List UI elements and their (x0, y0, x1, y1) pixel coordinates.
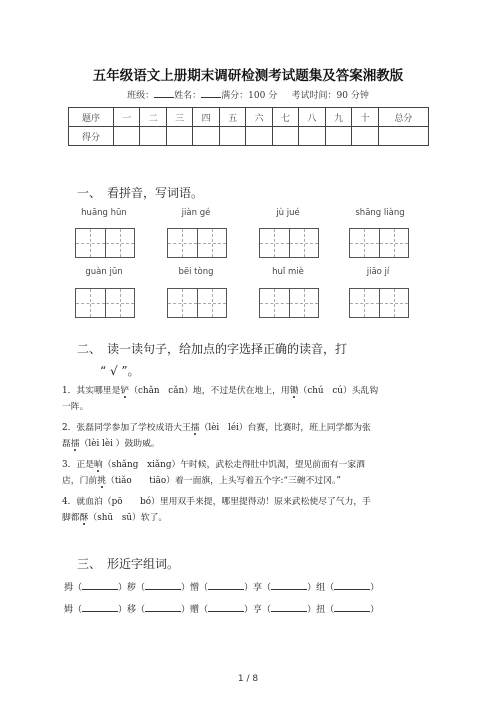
score-cell (114, 127, 140, 146)
name-blank (201, 88, 221, 98)
writing-grid (349, 288, 409, 318)
word-row-2 (64, 602, 379, 615)
section-2-title: 二、 读一读句子，给加点的字选择正确的读音，打 (77, 342, 348, 356)
q-text: 一阵。 (62, 401, 89, 412)
word-char: ）秽（ (118, 583, 146, 593)
q-text: 2．张磊同学参加了学校成语大王 (62, 423, 191, 433)
word-char: ）享（ (244, 583, 272, 593)
word-char: ）移（ (118, 605, 146, 615)
score-table (68, 107, 429, 146)
section-1-title: 一、 看拼音，写词语。 (77, 186, 204, 200)
document-title: 五年级语文上册期末调研检测考试题集及答案湘教版 (92, 68, 404, 84)
writing-grid (349, 228, 409, 258)
answer-line[interactable] (271, 580, 307, 590)
question-4 (62, 495, 442, 526)
q-text: （chú cú）头乱钩 (298, 386, 379, 396)
word-char: ）扭（ (307, 605, 335, 615)
score-header-cell: 一 (114, 108, 140, 127)
pinyin-label: jiàn gé (181, 208, 211, 218)
q-text: （shǎng xiǎng）午时候，武松走得肚中饥渴，望见前面有一家酒 (102, 460, 365, 470)
answer-line[interactable] (82, 580, 118, 590)
pinyin-label: jù jué (276, 208, 300, 218)
answer-line[interactable] (208, 580, 244, 590)
score-cell (299, 127, 325, 146)
score-cell (378, 127, 428, 146)
score-header-cell: 题序 (69, 108, 114, 127)
pinyin-label: bēi tòng (178, 267, 214, 277)
exam-time: 考试时间：90 分钟 (291, 91, 369, 101)
answer-line[interactable] (208, 602, 244, 612)
score-cell (272, 127, 298, 146)
dotted-char: 锄 (289, 386, 299, 396)
score-table-header-row (69, 108, 429, 127)
score-header-cell: 五 (219, 108, 245, 127)
section-2-title-cont: “ √ ”。 (100, 364, 140, 378)
score-table-score-row (69, 127, 429, 146)
dotted-char: 酥 (79, 512, 89, 523)
dotted-char: 铲 (120, 386, 130, 396)
pinyin-label: huāng hūn (81, 208, 127, 218)
pinyin-label: huǐ miè (272, 267, 304, 277)
word-char: 拇（ (64, 583, 83, 593)
answer-line[interactable] (334, 602, 370, 612)
writing-grid (259, 288, 319, 318)
answer-line[interactable] (271, 602, 307, 612)
section-3-title: 三、 形近字组词。 (77, 557, 180, 571)
q-text: 磊 (62, 438, 71, 449)
question-2 (62, 421, 442, 452)
exam-info-line (0, 88, 496, 101)
answer-line[interactable] (145, 580, 181, 590)
page-number: 1 / 8 (237, 674, 259, 684)
score-cell (193, 127, 219, 146)
score-cell (140, 127, 166, 146)
word-row-1 (64, 580, 379, 593)
class-label: 班级： (127, 91, 155, 101)
word-char: 姆（ (64, 605, 83, 615)
score-cell (325, 127, 351, 146)
pinyin-label: guàn jūn (85, 267, 123, 277)
score-header-cell: 八 (299, 108, 325, 127)
writing-grid (75, 288, 135, 318)
score-header-cell: 总分 (378, 108, 428, 127)
score-header-cell: 七 (272, 108, 298, 127)
score-header-cell: 四 (193, 108, 219, 127)
q-text: 3．正是 (62, 460, 94, 470)
writing-grid (167, 288, 227, 318)
score-cell (219, 127, 245, 146)
question-3 (62, 458, 442, 489)
score-cell (166, 127, 192, 146)
q-text: 4．就血泊（pō bó）里用双手来提，哪里提得动！原来武松使尽了气力，手 (62, 497, 371, 507)
question-1 (62, 384, 432, 415)
dotted-char: 擂 (190, 423, 200, 433)
score-cell (246, 127, 272, 146)
word-char: ）亨（ (244, 605, 272, 615)
q-text: （lèi léi）台赛，比赛时，班上同学都为张 (199, 423, 371, 433)
pinyin-label: jiāo jí (366, 267, 390, 277)
word-char: ）憎（ (181, 583, 209, 593)
score-row-label: 得分 (69, 127, 114, 146)
answer-line[interactable] (82, 602, 118, 612)
q-text: 脚都 (62, 512, 80, 523)
writing-grid (259, 228, 319, 258)
score-header-cell: 六 (246, 108, 272, 127)
word-char: ） (370, 605, 380, 615)
writing-grid (75, 228, 135, 258)
word-char: ）赠（ (181, 605, 209, 615)
word-char: ）组（ (307, 583, 335, 593)
score-header-cell: 三 (166, 108, 192, 127)
dotted-char: 挑 (97, 475, 107, 486)
answer-line[interactable] (145, 602, 181, 612)
q-text: （chǎn cǎn）地，不过是伏在地上，用 (129, 386, 290, 396)
dotted-char: 晌 (94, 460, 103, 470)
name-label: 姓名： (174, 91, 202, 101)
class-blank (154, 88, 174, 98)
score-header-cell: 十 (352, 108, 378, 127)
dotted-char: 擂 (70, 438, 80, 449)
q-text: 店，门前 (62, 475, 98, 486)
score-header-cell: 九 (325, 108, 351, 127)
pinyin-label: shāng liàng (355, 208, 405, 218)
full-score: 满分：100 分 (221, 91, 278, 101)
q-text: （lèi lèi ）鼓助威。 (79, 438, 160, 449)
score-cell (352, 127, 378, 146)
writing-grid (167, 228, 227, 258)
q-text: 1．其实哪里是 (62, 386, 121, 396)
q-text: （shū sū）软了。 (88, 512, 168, 523)
q-text: （tiǎo tiāo）着一面旗，上头写着五个字:“三碗不过冈。” (106, 475, 341, 486)
answer-line[interactable] (334, 580, 370, 590)
word-char: ） (370, 583, 380, 593)
score-header-cell: 二 (140, 108, 166, 127)
